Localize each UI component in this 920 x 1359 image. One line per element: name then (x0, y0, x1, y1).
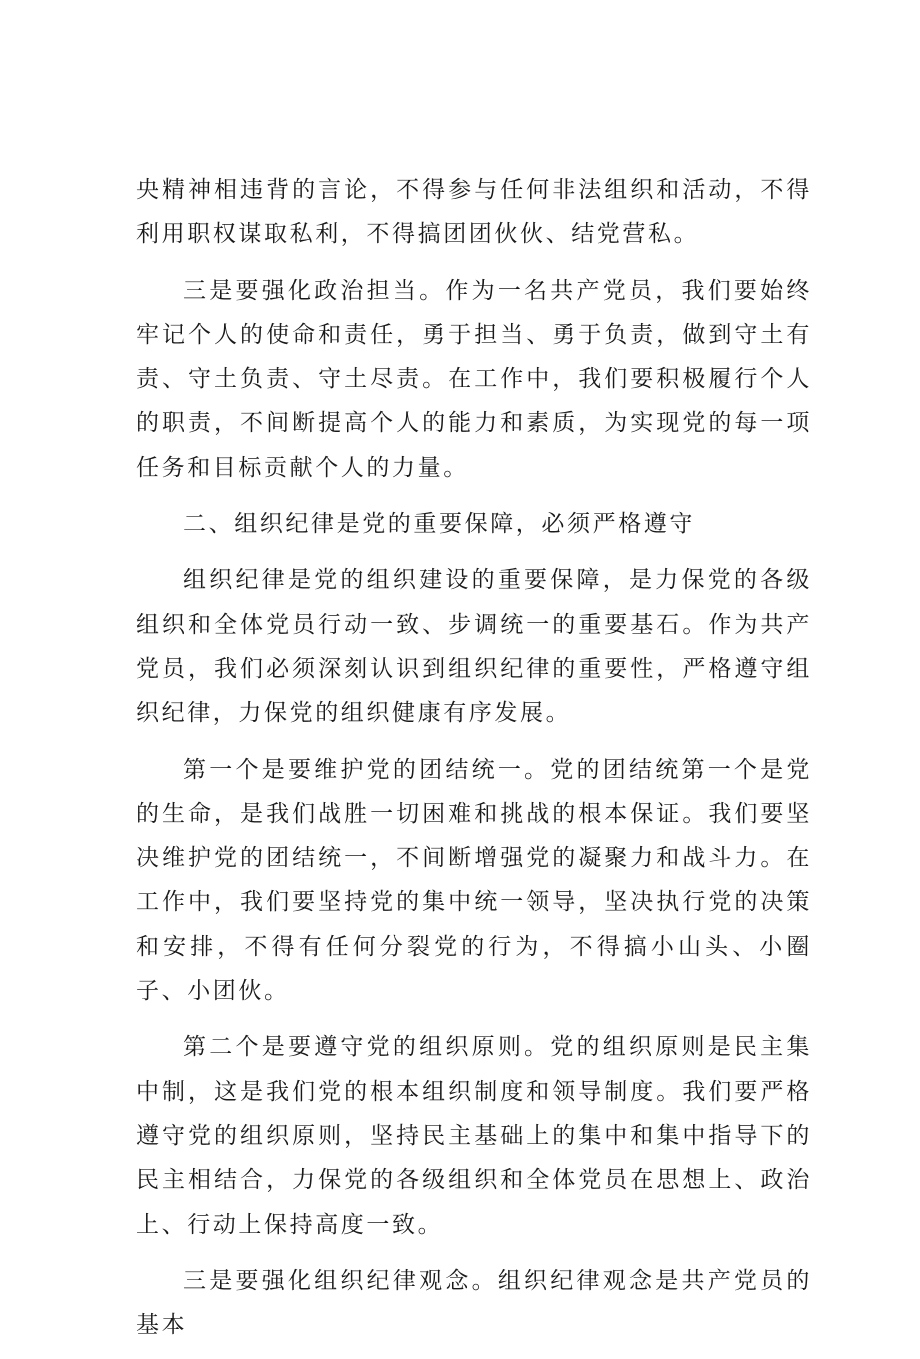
paragraph-party-unity: 第一个是要维护党的团结统一。党的团结统第一个是党的生命，是我们战胜一切困难和挑战的根本保证。我们要坚决维护党的团结统一，不间断增强党的凝聚力和战斗力。在工作中，我们要坚持党的集中统一领导，坚决执行党的决策和安排，不得有任何分裂党的行为，不得搞小山头、小圈子、小团伙。 (136, 756, 812, 1005)
paragraph-continuation: 央精神相违背的言论，不得参与任何非法组织和活动，不得利用职权谋取私利，不得搞团团伙伙、结党营私。 (136, 177, 812, 248)
document-body (136, 168, 812, 1359)
paragraph-political-responsibility: 三是要强化政治担当。作为一名共产党员，我们要始终牢记个人的使命和责任，勇于担当、勇于负责，做到守土有责、守土负责、守土尽责。在工作中，我们要积极履行个人的职责，不间断提高个人的能力和素质，为实现党的每一项任务和目标贡献个人的力量。 (136, 277, 812, 481)
paragraph-organizational-discipline: 组织纪律是党的组织建设的重要保障，是力保党的各级组织和全体党员行动一致、步调统一的重要基石。作为共产党员，我们必须深刻认识到组织纪律的重要性，严格遵守组织纪律，力保党的组织健康有序发展。 (136, 567, 812, 727)
paragraph-organizational-principle: 第二个是要遵守党的组织原则。党的组织原则是民主集中制，这是我们党的根本组织制度和领导制度。我们要严格遵守党的组织原则，坚持民主基础上的集中和集中指导下的民主相结合，力保党的各级组织和全体党员在思想上、政治上、行动上保持高度一致。 (136, 1034, 812, 1238)
section-heading: 二、组织纪律是党的重要保障，必须严格遵守 (183, 511, 695, 538)
paragraph-discipline-concept: 三是要强化组织纪律观念。组织纪律观念是共产党员的基本 (136, 1267, 812, 1339)
